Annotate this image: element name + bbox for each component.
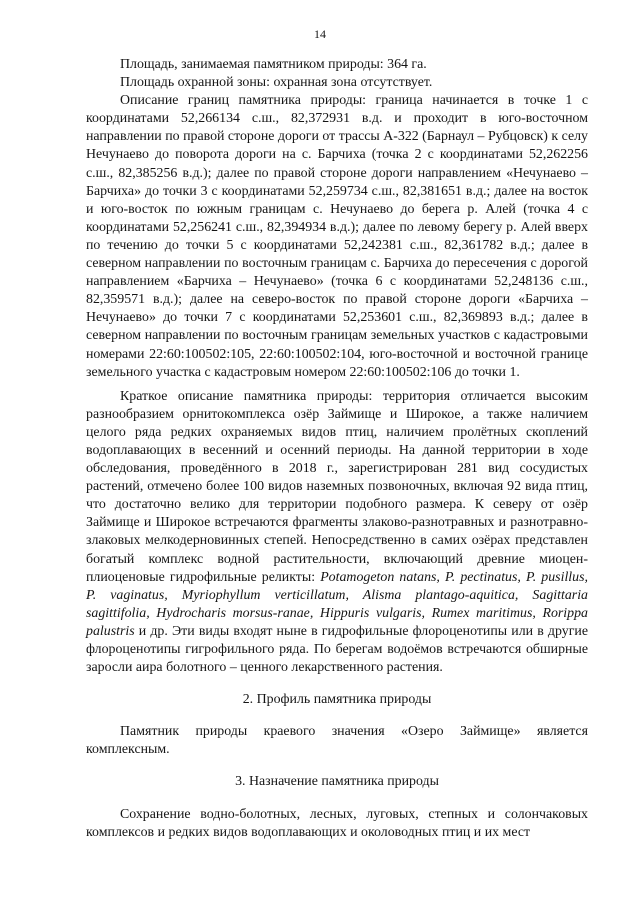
profile-paragraph: Памятник природы краевого значения «Озеро Займище» является комплексным. — [86, 724, 588, 758]
description-text-part2: и др. Эти виды входят ныне в гидрофильные флороценотипы или в другие флороценотипы гигрофильного ряда. По берегам водоёмов встречаются обширные заросли аира болотного – ценного лекарственного растения. — [86, 623, 588, 676]
page-number: 14 — [314, 27, 326, 41]
relict-species-list: Potamogeton natans, P. pectinatus, P. pusillus, P. vaginatus, Myriophyllum verticillatum, Alisma plantago-aquitica, Sagittaria sagittifolia, Hydrocharis morsus-ranae, Hippuris vulgaris, Rumex maritimus, Rorippa palustris — [86, 569, 588, 639]
purpose-section-heading: 3. Назначение памятника природы — [235, 774, 439, 790]
profile-section-heading: 2. Профиль памятника природы — [242, 692, 432, 708]
buffer-zone-paragraph: Площадь охранной зоны: охранная зона отсутствует. — [120, 75, 433, 91]
purpose-paragraph: Сохранение водно-болотных, лесных, луговых, степных и солончаковых комплексов и редких видов водоплавающих и околоводных птиц и их мест — [86, 806, 588, 840]
document-body — [86, 56, 588, 842]
boundaries-paragraph: Описание границ памятника природы: граница начинается в точке 1 с координатами 52,266134 с.ш., 82,372931 в.д. и проходит в юго-восточном направлении по правой стороне дороги от трассы А-322 (Барнаул – Рубцовск) к селу Нечунаево до поворота дороги на с. Барчиха (точка 2 с координатами 52,262256 с.ш., 82,385256 в.д.); далее по правой стороне дороги направлением «Нечунаево – Барчиха» до точки 3 с координатами 52,259734 с.ш., 82,381651 в.д.; далее на восток и юго-восток по южным границам с. Нечунаево до берега р. Алей (точка 4 с координатами 52,256241 с.ш., 82,394934 в.д.); далее по левому берегу р. Алей вверх по течению до точки 5 с координатами 52,242381 с.ш., 82,361782 в.д.; далее в северном направлении по восточным границам с. Барчиха до пересечения с дорогой направлением «Барчиха – Нечунаево» (точка 6 с координатами 52,248136 с.ш., 82,359571 в.д.); далее на северо-восток по правой стороне дороги «Барчиха – Нечунаево» до точки 7 с координатами 52,253601 с.ш., 82,369893 в.д.; далее в северном направлении по восточным границам земельных участков с кадастровыми номерами 22:60:100502:105, 22:60:100502:104, юго-восточной и восточной границе земельного участка с кадастровым номером 22:60:100502:106 до точки 1. — [86, 93, 588, 380]
area-paragraph: Площадь, занимаемая памятником природы: 364 га. — [120, 57, 427, 72]
description-text-part1: Краткое описание памятника природы: территория отличается высоким разнообразием орнитокомплекса озёр Займище и Широкое, а также наличием целого ряда редких охраняемых видов птиц, наличием пролётных скоплений водоплавающих в весенний и осенний периоды. На данной территории в ходе обследования, проведённого в 2018 г., зарегистрирован 281 вид сосудистых растений, отмечено более 100 видов наземных позвоночных, включая 92 вида птиц, что достаточно велико для территории подобного размера. К северу от озёр Займище и Широкое встречаются фрагменты злаково-разнотравных и разнотравно-злаковых мелкодерновинных степей. Непосредственно в самих озёрах представлен богатый комплекс водной растительности, включающий древние миоцен-плиоценовые гидрофильные реликты: — [86, 388, 588, 585]
description-paragraph — [86, 388, 588, 678]
